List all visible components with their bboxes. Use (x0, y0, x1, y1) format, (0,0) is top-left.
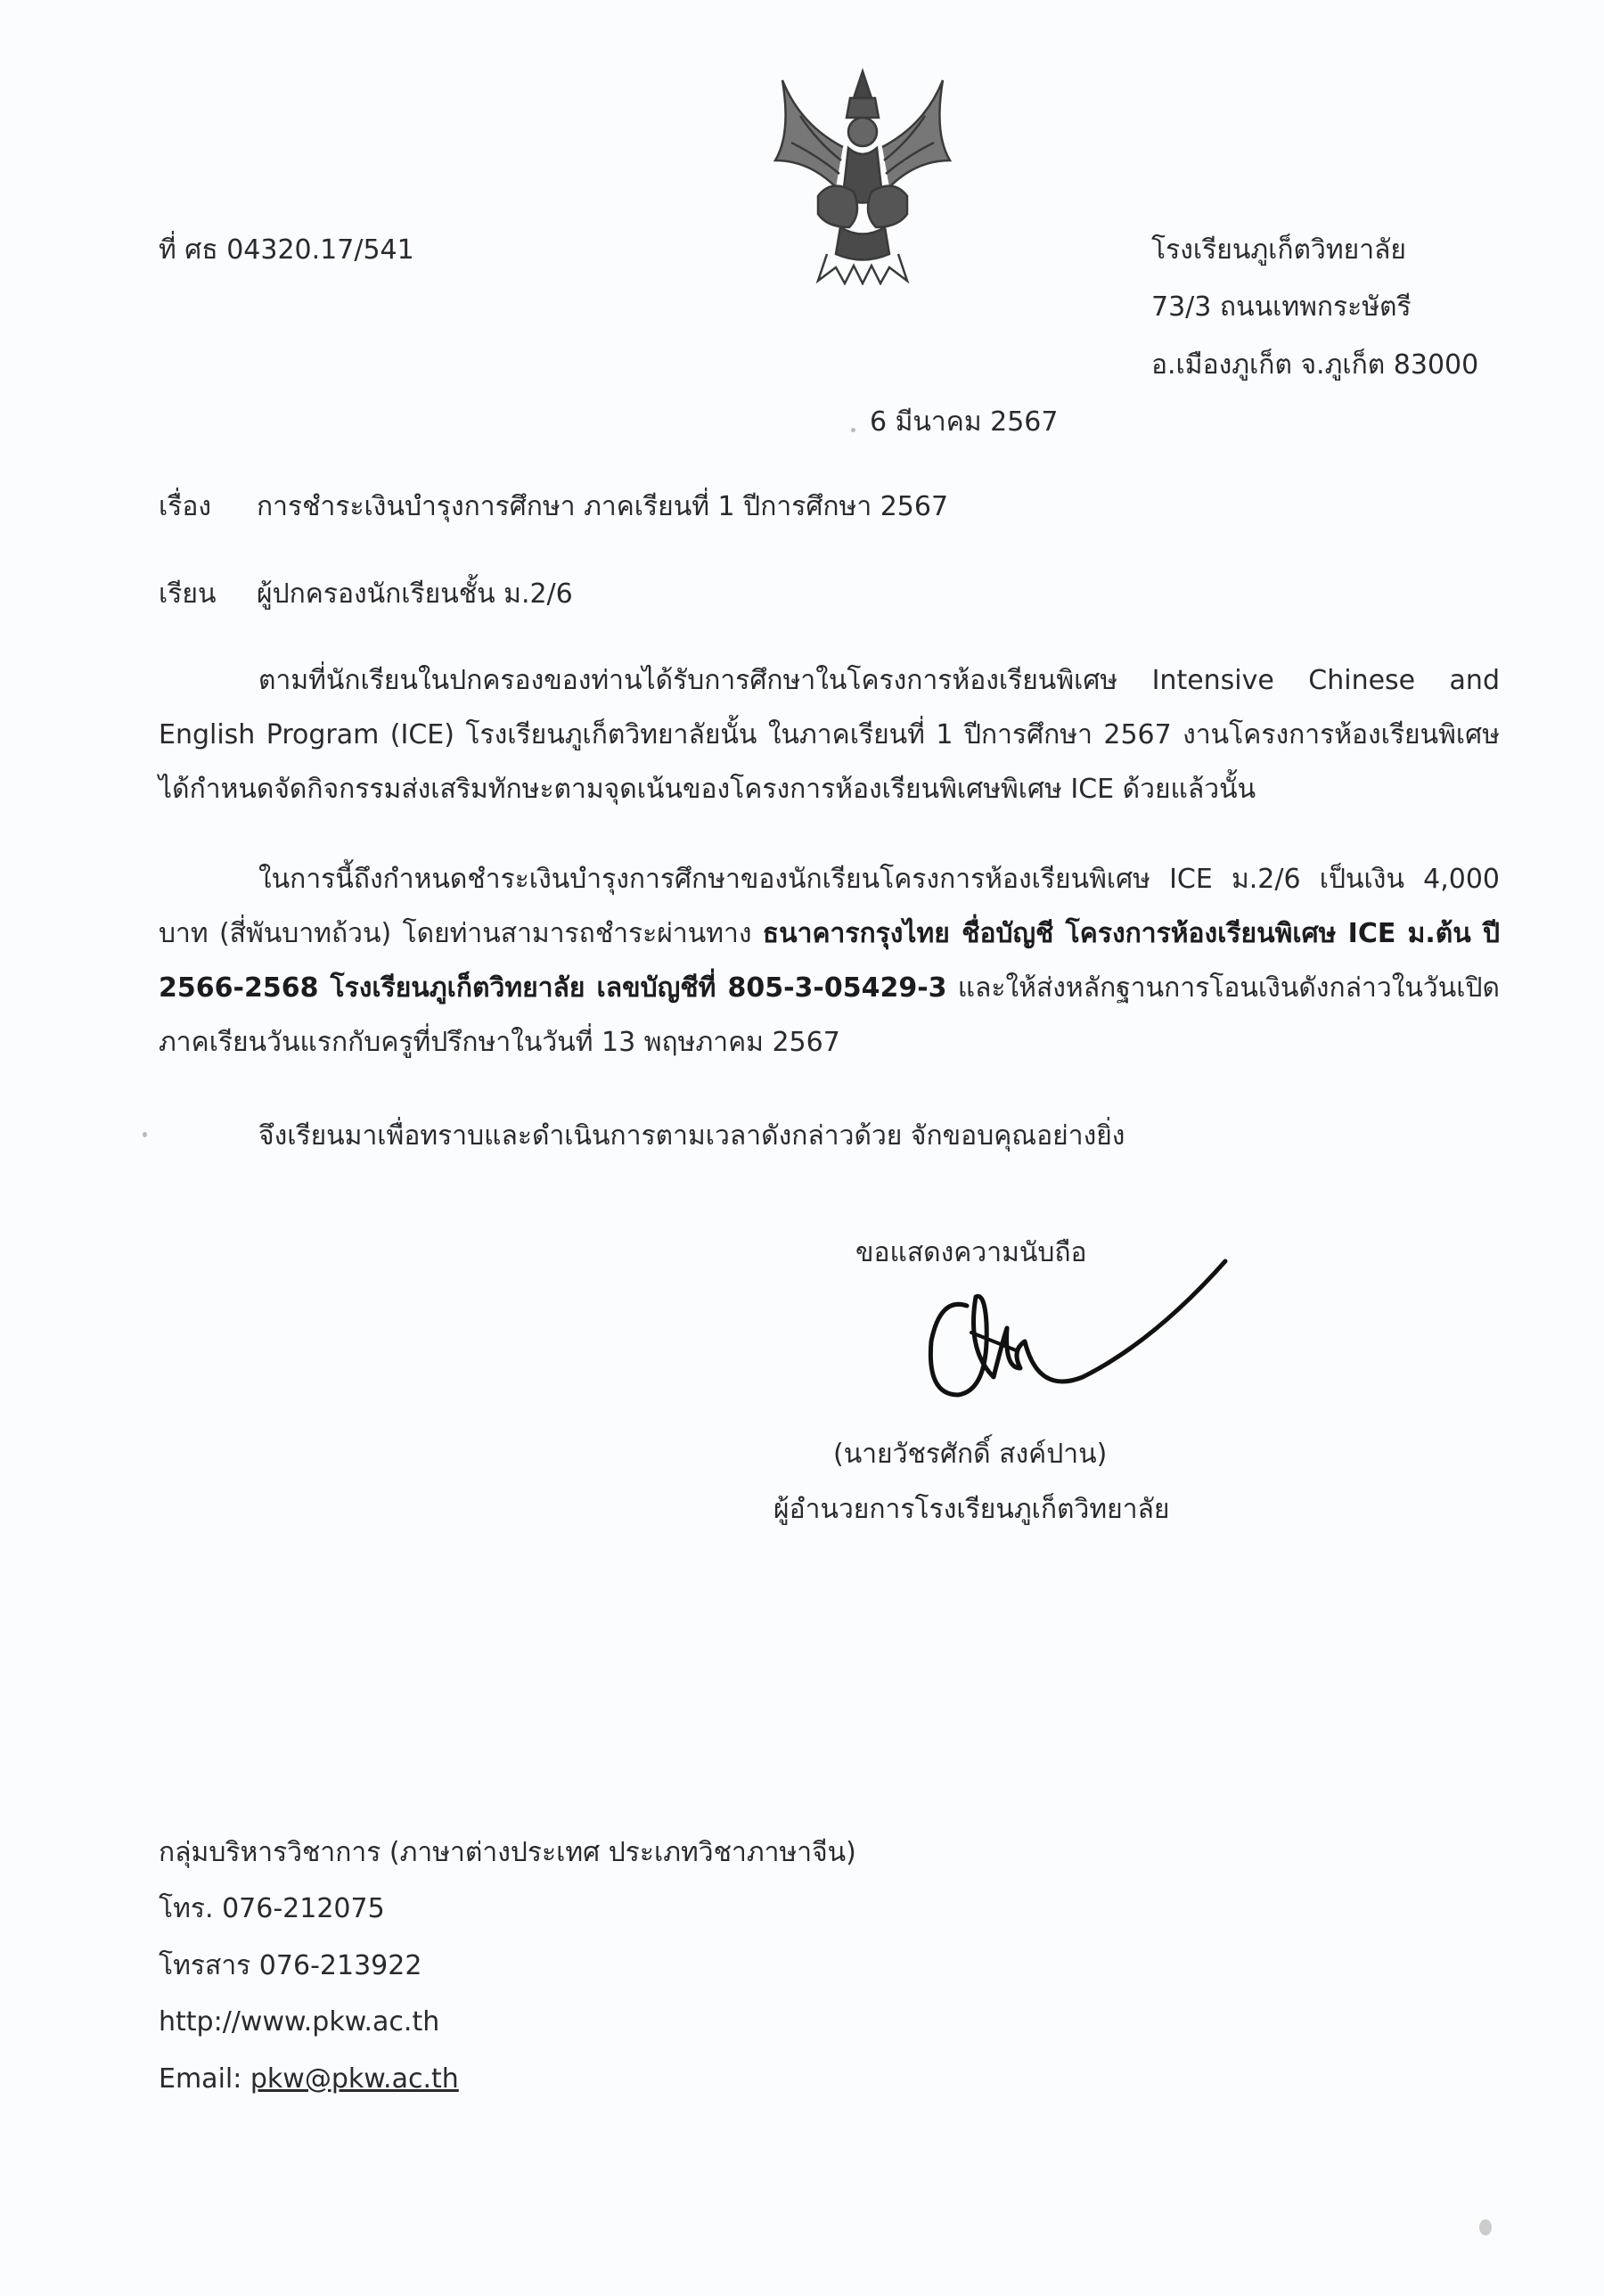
footer-phone: โทร. 076-212075 (159, 1893, 385, 1924)
school-name: โรงเรียนภูเก็ตวิทยาลัย (1151, 234, 1407, 266)
recipient-label: เรียน (159, 578, 217, 610)
signature-image (904, 1243, 1234, 1422)
recipient-text: ผู้ปกครองนักเรียนชั้น ม.2/6 (257, 578, 573, 610)
scan-speck (851, 428, 855, 432)
body-paragraph-2 (159, 852, 1500, 1070)
subject-text: การชำระเงินบำรุงการศึกษา ภาคเรียนที่ 1 ปีการศึกษา 2567 (257, 491, 949, 522)
body-paragraph-3: จึงเรียนมาเพื่อทราบและดำเนินการตามเวลาดังกล่าวด้วย จักขอบคุณอย่างยิ่ง (258, 1120, 1125, 1152)
scan-speck (143, 1132, 147, 1137)
closing-salutation: ขอแสดงความนับถือ (855, 1237, 1087, 1268)
bank-account-details: ธนาคารกรุงไทย ชื่อบัญชี โครงการห้องเรียนพิเศษ ICE ม.ต้น ปี 2566-2568 โรงเรียนภูเก็ตวิทยาลัย เลขบัญชีที่ 805-3-05429-3 (159, 918, 1500, 1004)
email-link[interactable]: pkw@pkw.ac.th (250, 2063, 459, 2095)
footer-website[interactable]: http://www.pkw.ac.th (159, 2006, 440, 2038)
footer-email (159, 2062, 459, 2097)
payment-instructions-text: และให้ส่งหลักฐานการโอนเงินดังกล่าวในวันเปิดภาคเรียนวันแรกกับครูที่ปรึกษาในวันที่ 13 พฤษภาคม 2567 (159, 972, 1500, 1058)
signer-title: ผู้อำนวยการโรงเรียนภูเก็ตวิทยาลัย (773, 1494, 1170, 1525)
scan-speck (1479, 2219, 1492, 2235)
body-paragraph-1: ตามที่นักเรียนในปกครองของท่านได้รับการศึกษาในโครงการห้องเรียนพิเศษ Intensive Chinese and English Program (ICE) โรงเรียนภูเก็ตวิทยาลัยนั้น ในภาคเรียนที่ 1 ปีการศึกษา 2567 งานโครงการห้องเรียนพิเศษได้กำหนดจัดกิจกรรมส่งเสริมทักษะตามจุดเน้นของโครงการห้องเรียนพิเศษพิเศษ ICE ด้วยแล้วนั้น (159, 665, 1500, 805)
signer-name: (นายวัชรศักดิ์ สงค์ปาน) (833, 1439, 1108, 1470)
subject-label: เรื่อง (159, 491, 212, 522)
reference-number: ที่ ศธ 04320.17/541 (159, 234, 414, 266)
payment-intro-text: ในการนี้ถึงกำหนดชำระเงินบำรุงการศึกษาของนักเรียนโครงการห้องเรียนพิเศษ ICE ม.2/6 เป็นเงิน 4,000 บาท (สี่พันบาทถ้วน) โดยท่านสามารถชำระผ่านทาง (159, 864, 1500, 949)
address-line-1: 73/3 ถนนเทพกระษัตรี (1151, 291, 1412, 323)
footer-fax: โทรสาร 076-213922 (159, 1950, 422, 1981)
garuda-emblem-icon (765, 62, 961, 285)
footer-department: กลุ่มบริหารวิชาการ (ภาษาต่างประเทศ ประเภทวิชาภาษาจีน) (159, 1837, 856, 1868)
address-line-2: อ.เมืองภูเก็ต จ.ภูเก็ต 83000 (1151, 349, 1479, 381)
email-label: Email: (159, 2063, 250, 2095)
letter-date: 6 มีนาคม 2567 (870, 406, 1059, 438)
